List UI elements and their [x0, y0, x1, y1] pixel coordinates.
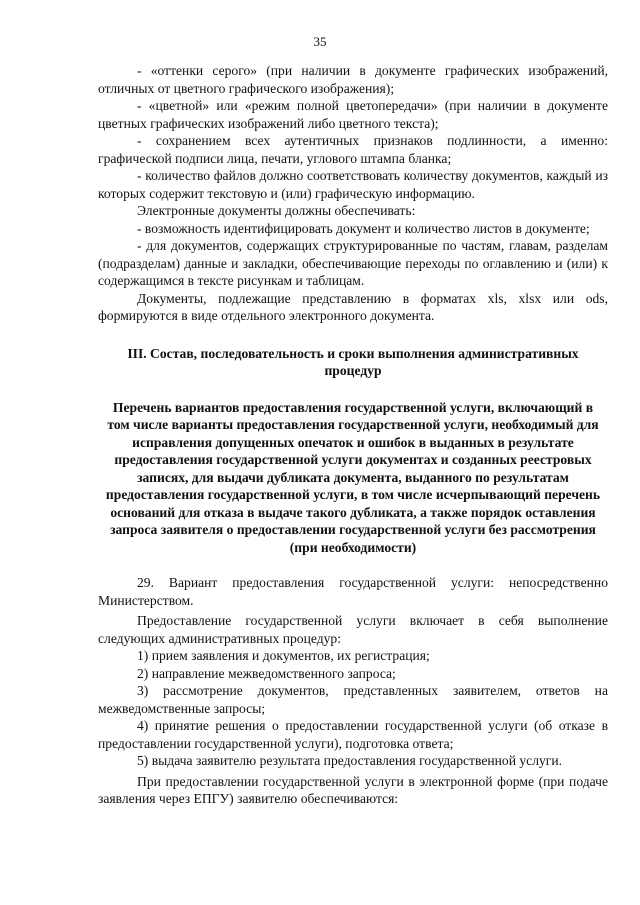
list-item: 4) принятие решения о предоставлении государственной услуги (об отказе в предоставлении государственной услуги), подготовка ответа; [98, 718, 608, 751]
paragraph: - количество файлов должно соответствовать количеству документов, каждый из которых содержит текстовую и (или) графическую информацию. [98, 168, 608, 201]
paragraph: - возможность идентифицировать документ и количество листов в документе; [137, 220, 590, 236]
section-heading: III. Состав, последовательность и сроки выполнения административных процедур [127, 345, 579, 378]
list-item: 5) выдача заявителю результата предоставления государственной услуги. [137, 753, 563, 768]
list-item: 3) рассмотрение документов, представленных заявителем, ответов на межведомственные запросы; [98, 683, 608, 716]
list-item: 1) прием заявления и документов, их регистрация; [137, 648, 430, 663]
paragraph: Документы, подлежащие представлению в форматах xls, xlsx или ods, формируются в виде отдельного электронного документа. [98, 290, 608, 323]
paragraph: Электронные документы должны обеспечивать: [137, 203, 416, 218]
subsection-heading: Перечень вариантов предоставления государственной услуги, включающий в том числе варианты предоставления государственной услуги, необходимый для исправления допущенных опечаток и ошибок в выданных в результате предоставления государственной услуги документах и созданных реестровых записях, для выдачи дубликата документа, выданного по результатам предоставления государственной услуги, в том числе исчерпывающий перечень оснований для отказа в выдаче такого дубликата, а также порядок оставления запроса заявителя о предоставлении государственной услуги без рассмотрения (при необходимости) [105, 399, 601, 555]
paragraph: При предоставлении государственной услуги в электронной форме (при подаче заявления через ЕПГУ) заявителю обеспечиваются: [98, 773, 608, 806]
page-number: 35 [313, 34, 327, 49]
paragraph: - для документов, содержащих структурированные по частям, главам, разделам (подразделам) данные и закладки, обеспечивающие переходы по оглавлению и (или) к содержащимся в тексте рисункам и таблицам. [98, 238, 608, 288]
paragraph: Предоставление государственной услуги включает в себя выполнение следующих административных процедур: [98, 613, 608, 646]
page-content [98, 62, 608, 808]
paragraph: - «цветной» или «режим полной цветопередачи» (при наличии в документе цветных графических изображений либо цветного текста); [98, 98, 608, 131]
paragraph: 29. Вариант предоставления государственной услуги: непосредственно Министерством. [98, 575, 608, 608]
list-item: 2) направление межведомственного запроса; [137, 665, 396, 681]
paragraph: - «оттенки серого» (при наличии в документе графических изображений, отличных от цветного графического изображения); [98, 63, 608, 96]
paragraph: - сохранением всех аутентичных признаков подлинности, а именно: графической подписи лица, печати, углового штампа бланка; [98, 133, 608, 166]
